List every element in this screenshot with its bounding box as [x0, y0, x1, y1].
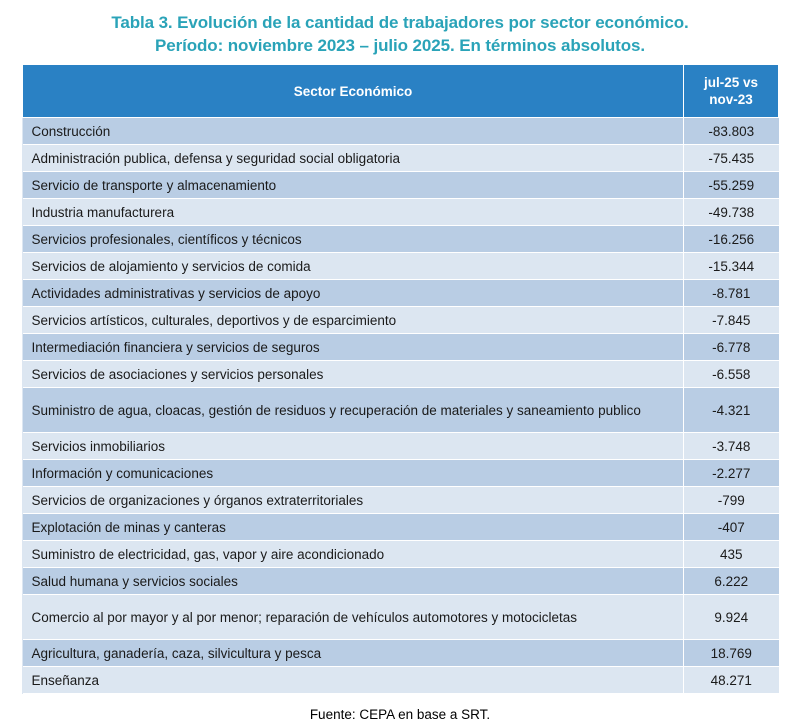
cell-value: -75.435	[684, 145, 779, 172]
cell-sector: Servicios de alojamiento y servicios de comida	[23, 253, 684, 280]
cell-value: 9.924	[684, 595, 779, 640]
cell-value: 435	[684, 541, 779, 568]
cell-sector: Comercio al por mayor y al por menor; reparación de vehículos automotores y motocicletas	[23, 595, 684, 640]
title-line-1: Tabla 3. Evolución de la cantidad de trabajadores por sector económico.	[111, 13, 689, 32]
table-row	[23, 433, 779, 460]
cell-sector: Salud humana y servicios sociales	[23, 568, 684, 595]
cell-value: -6.778	[684, 334, 779, 361]
table-row	[23, 199, 779, 226]
table-row	[23, 388, 779, 433]
cell-value: -407	[684, 514, 779, 541]
column-header-value-line1: jul-25 vs	[703, 75, 759, 90]
source-note: Fuente: CEPA en base a SRT.	[309, 707, 491, 722]
cell-value: -15.344	[684, 253, 779, 280]
sector-workers-table	[22, 65, 779, 694]
table-row	[23, 334, 779, 361]
cell-value: 48.271	[684, 667, 779, 694]
cell-value: -16.256	[684, 226, 779, 253]
column-header-value-line2: nov-23	[709, 92, 753, 107]
cell-sector: Construcción	[23, 118, 684, 145]
table-row	[23, 226, 779, 253]
cell-sector: Agricultura, ganadería, caza, silvicultura y pesca	[23, 640, 684, 667]
cell-value: 6.222	[684, 568, 779, 595]
table-container	[22, 65, 778, 694]
cell-value: -3.748	[684, 433, 779, 460]
cell-sector: Información y comunicaciones	[23, 460, 684, 487]
cell-sector: Servicio de transporte y almacenamiento	[23, 172, 684, 199]
table-row	[23, 640, 779, 667]
table-row	[23, 541, 779, 568]
cell-sector: Servicios de organizaciones y órganos extraterritoriales	[23, 487, 684, 514]
cell-sector: Servicios artísticos, culturales, deportivos y de esparcimiento	[23, 307, 684, 334]
cell-sector: Industria manufacturera	[23, 199, 684, 226]
cell-sector: Suministro de agua, cloacas, gestión de residuos y recuperación de materiales y saneamiento publico	[23, 388, 684, 433]
table-row	[23, 307, 779, 334]
table-row	[23, 253, 779, 280]
cell-sector: Servicios profesionales, científicos y técnicos	[23, 226, 684, 253]
table-body	[23, 118, 779, 694]
cell-value: -7.845	[684, 307, 779, 334]
table-header	[23, 65, 779, 118]
cell-sector: Explotación de minas y canteras	[23, 514, 684, 541]
page-title	[0, 0, 800, 57]
cell-value: -799	[684, 487, 779, 514]
table-row	[23, 514, 779, 541]
column-header-value	[684, 65, 779, 118]
table-row	[23, 487, 779, 514]
column-header-sector: Sector Económico	[23, 65, 684, 118]
table-row	[23, 118, 779, 145]
cell-sector: Intermediación financiera y servicios de seguros	[23, 334, 684, 361]
table-header-row	[23, 65, 779, 118]
table-row	[23, 145, 779, 172]
table-row	[23, 595, 779, 640]
cell-sector: Servicios inmobiliarios	[23, 433, 684, 460]
table-row	[23, 280, 779, 307]
cell-sector: Enseñanza	[23, 667, 684, 694]
cell-value: -4.321	[684, 388, 779, 433]
table-row	[23, 667, 779, 694]
table-row	[23, 172, 779, 199]
table-row	[23, 361, 779, 388]
cell-value: -8.781	[684, 280, 779, 307]
cell-value: -55.259	[684, 172, 779, 199]
cell-sector: Administración publica, defensa y seguridad social obligatoria	[23, 145, 684, 172]
cell-value: -49.738	[684, 199, 779, 226]
cell-value: -2.277	[684, 460, 779, 487]
title-line-2: Período: noviembre 2023 – julio 2025. En términos absolutos.	[155, 36, 645, 55]
cell-value: -6.558	[684, 361, 779, 388]
cell-value: 18.769	[684, 640, 779, 667]
cell-sector: Servicios de asociaciones y servicios personales	[23, 361, 684, 388]
cell-sector: Suministro de electricidad, gas, vapor y aire acondicionado	[23, 541, 684, 568]
cell-value: -83.803	[684, 118, 779, 145]
cell-sector: Actividades administrativas y servicios de apoyo	[23, 280, 684, 307]
table-row	[23, 568, 779, 595]
table-row	[23, 460, 779, 487]
